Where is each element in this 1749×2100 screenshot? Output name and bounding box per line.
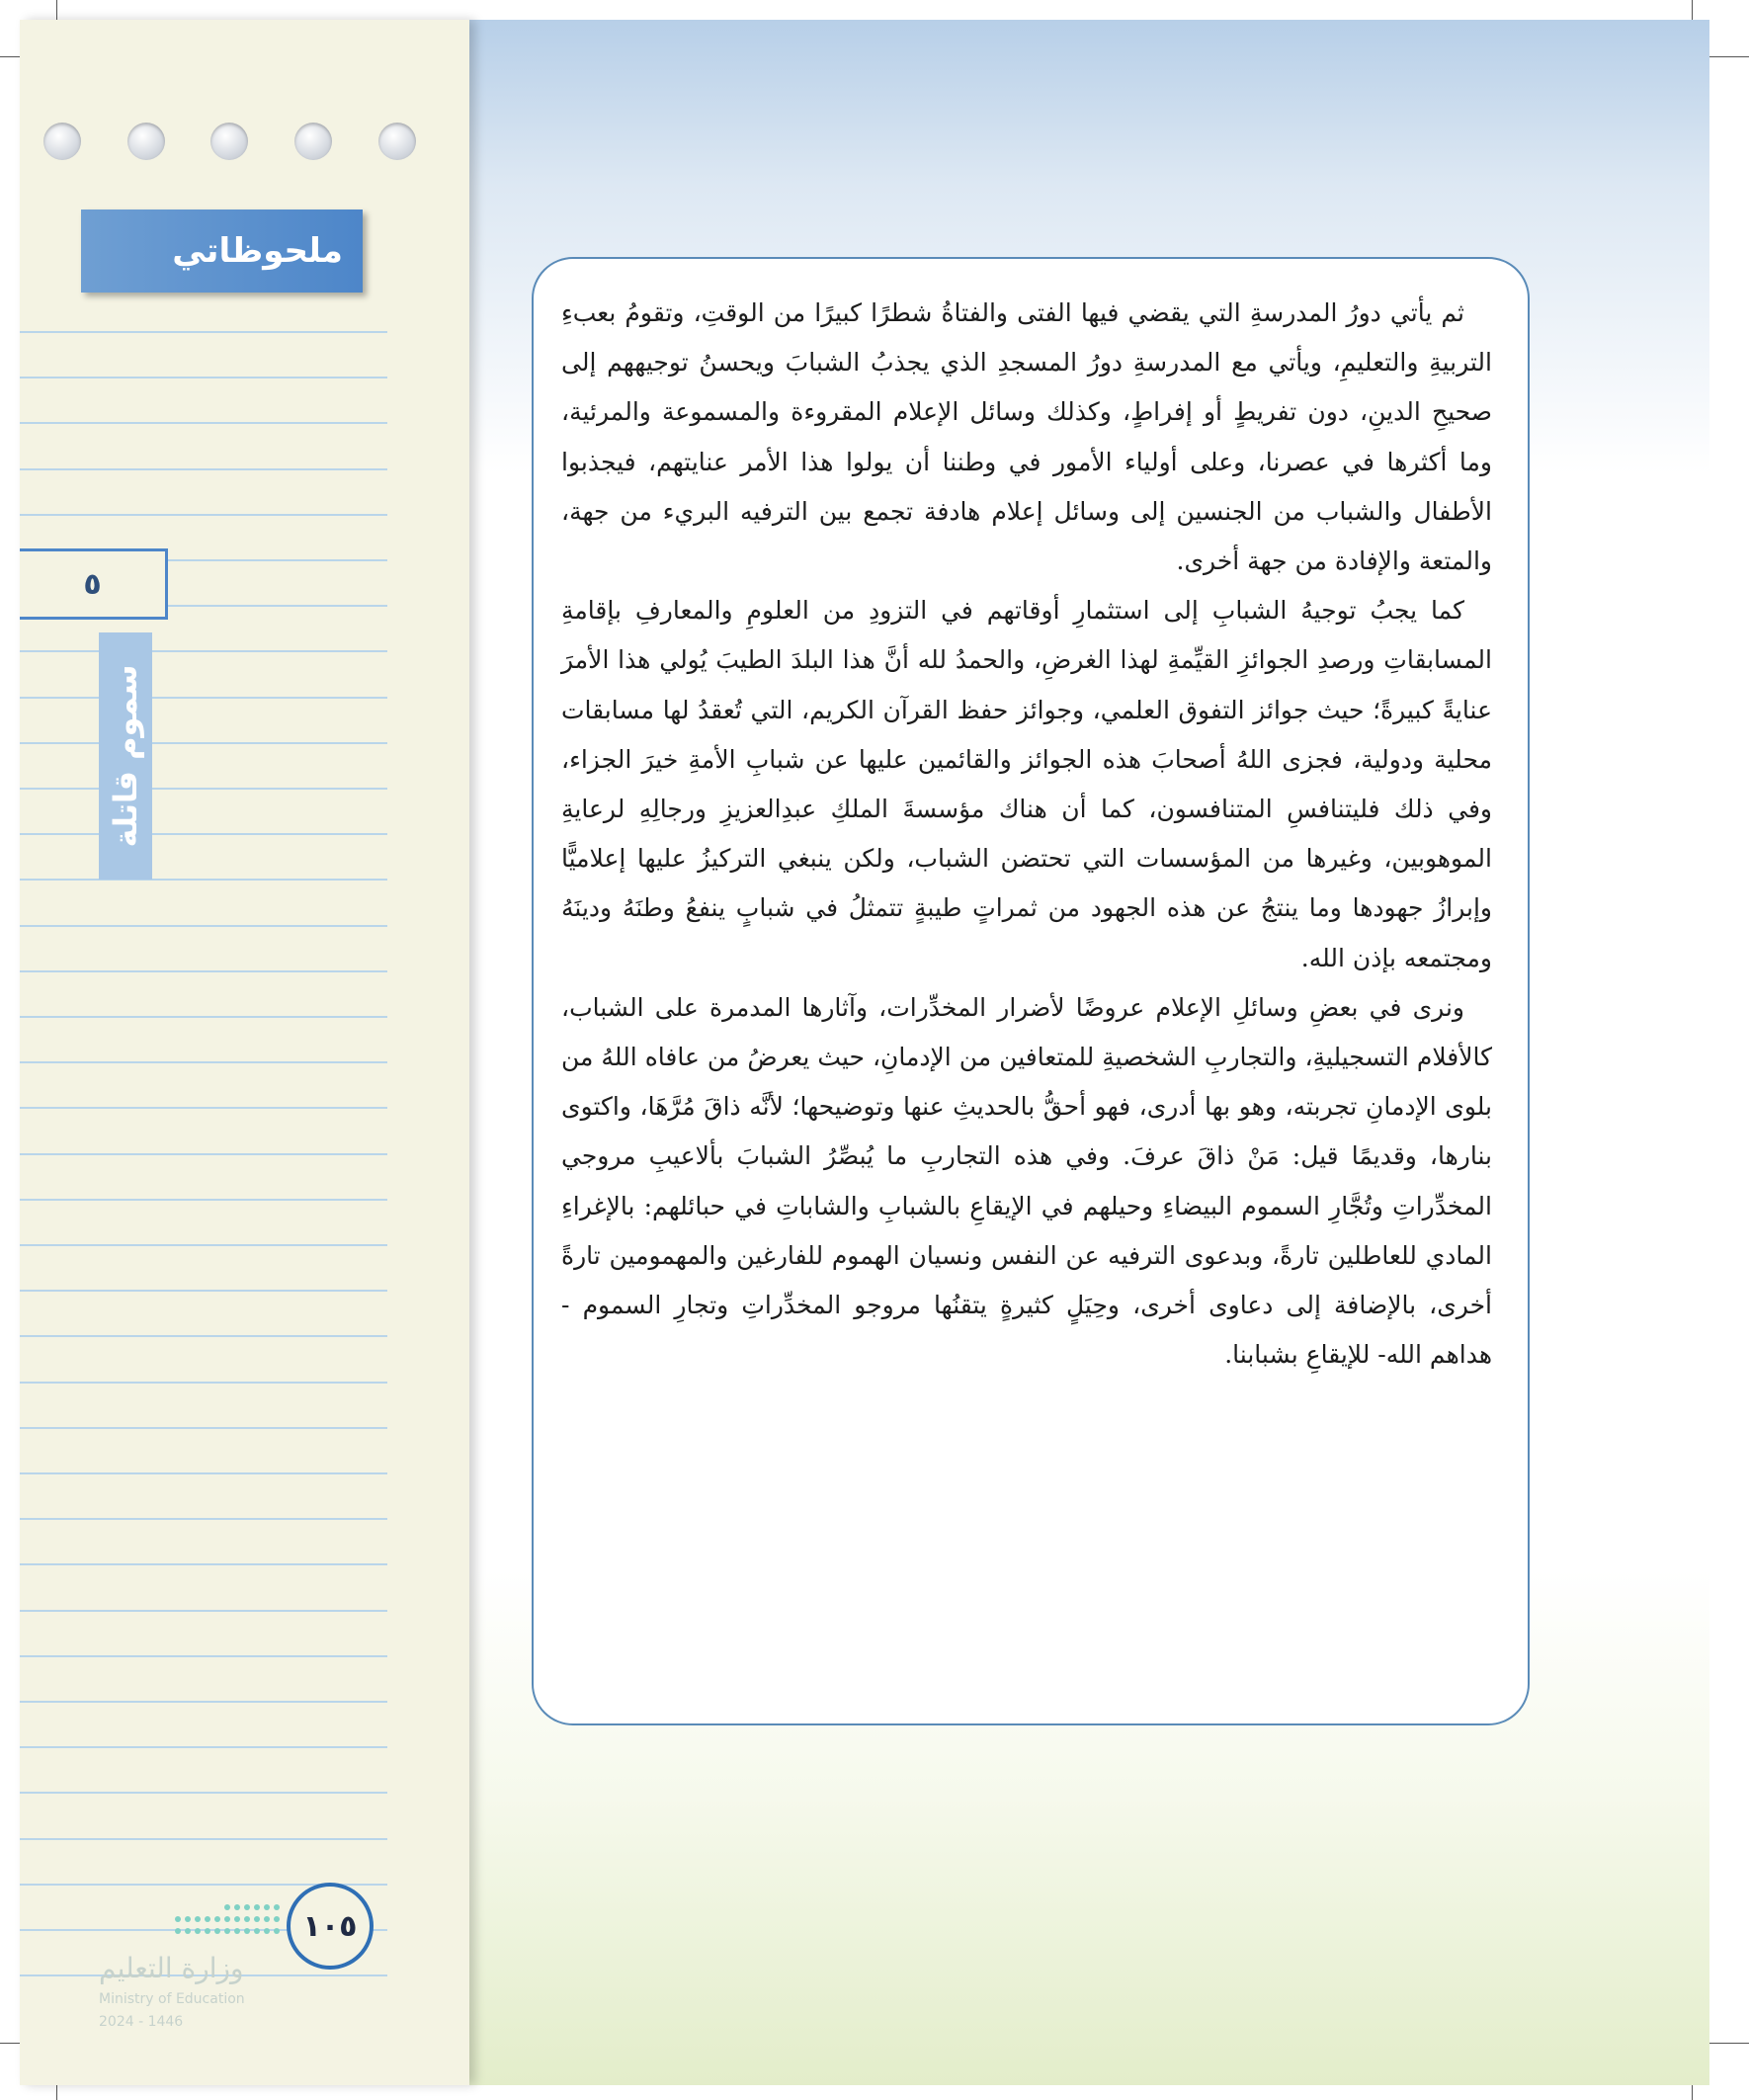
note-line <box>20 1838 387 1840</box>
note-line <box>20 925 387 927</box>
binder-hole <box>127 123 165 160</box>
paragraph-2: كما يجبُ توجيهُ الشبابِ إلى استثمارِ أوقاتهم في التزودِ من العلومِ والمعارفِ بإقامةِ المسابقاتِ ورصدِ الجوائزِ القيِّمةِ لهذا الغرضِ، والحمدُ لله أنَّ هذا البلدَ الطيبَ يُولي هذا الأمرَ عنايةً كبيرةً؛ حيث جوائز التفوق العلمي، وجوائز حفظ القرآن الكريم، التي تُعقدُ لها مسابقات محلية ودولية، فجزى اللهُ أصحابَ هذه الجوائز والقائمين عليها عن شبابِ الأمةِ خيرَ الجزاء، وفي ذلك فليتنافسِ المتنافسون، كما أن هناك مؤسسةَ الملكِ عبدِالعزيزِ ورجالِهِ لرعايةِ الموهوبين، وغيرها من المؤسسات التي تحتضن الشباب، ولكن ينبغي التركيزُ عليها إعلاميًّا وإبرازُ جهودها وما ينتجُ عن هذه الجهود من ثمراتٍ طيبةٍ تتمثلُ في شبابٍ ينفعُ وطنَهُ ودينَهُ ومجتمعه بإذن الله. <box>561 596 1492 972</box>
binder-hole <box>378 123 416 160</box>
note-line <box>20 697 387 699</box>
note-line <box>20 1199 387 1201</box>
note-line <box>20 879 387 881</box>
unit-title: سموم قاتلة <box>107 664 144 848</box>
unit-number: ٥ <box>83 566 102 602</box>
note-line <box>20 742 387 744</box>
note-line <box>20 1792 387 1794</box>
note-line <box>20 1746 387 1748</box>
unit-number-box <box>20 548 168 620</box>
content-box <box>532 257 1530 1725</box>
notes-label: ملحوظاتي <box>172 231 343 271</box>
binder-hole <box>43 123 81 160</box>
unit-title-tab <box>99 632 152 880</box>
note-line <box>20 1563 387 1565</box>
note-line <box>20 1244 387 1246</box>
note-line <box>20 331 387 333</box>
binder-hole <box>294 123 332 160</box>
note-line <box>20 1016 387 1018</box>
ministry-name-ar: وزارة التعليم <box>99 1952 244 1984</box>
note-line <box>20 1335 387 1337</box>
paragraph-1: ثم يأتي دورُ المدرسةِ التي يقضي فيها الفتى والفتاةُ شطرًا كبيرًا من الوقتِ، وتقومُ بعبءِ التربيةِ والتعليمِ، ويأتي مع المدرسةِ دورُ المسجدِ الذي يجذبُ الشبابَ ويحسنُ توجيههم إلى صحيحِ الدينِ، دون تفريطٍ أو إفراطٍ، وكذلك وسائل الإعلام المقروءة والمسموعة والمرئية، وما أكثرها في عصرنا، وعلى أولياء الأمور في وطننا أن يولوا هذا الأمر عنايتهم، فيجذبوا الأطفال والشباب من الجنسين إلى وسائل إعلام هادفة تجمع بين الترفيه البريء من جهة، والمتعة والإفادة من جهة أخرى. <box>561 298 1492 576</box>
note-line <box>20 833 387 835</box>
note-line <box>20 788 387 790</box>
note-line <box>20 1518 387 1520</box>
binder-hole <box>210 123 248 160</box>
note-line <box>20 468 387 470</box>
note-line <box>20 1290 387 1292</box>
page-number: ١٠٥ <box>287 1883 374 1970</box>
note-line <box>20 1655 387 1657</box>
note-line <box>20 377 387 378</box>
note-line <box>20 1701 387 1703</box>
note-line <box>20 422 387 424</box>
note-line <box>20 1472 387 1474</box>
note-line <box>20 970 387 972</box>
note-line <box>20 650 387 652</box>
ministry-name-en: Ministry of Education <box>99 1991 245 2007</box>
crop-mark <box>1707 2043 1749 2044</box>
note-line <box>20 1061 387 1063</box>
crop-mark <box>1707 56 1749 57</box>
note-line <box>20 1427 387 1429</box>
ministry-logo-dots <box>168 1897 285 1947</box>
notes-tab <box>81 210 363 293</box>
note-line <box>20 1107 387 1109</box>
edition-year: 2024 - 1446 <box>99 2014 184 2030</box>
note-line <box>20 1153 387 1155</box>
notes-sidebar <box>20 20 469 2085</box>
note-line <box>20 1610 387 1612</box>
note-line <box>20 514 387 516</box>
note-line <box>20 1382 387 1384</box>
paragraph-3: ونرى في بعضِ وسائلِ الإعلام عروضًا لأضرار المخدِّرات، وآثارها المدمرة على الشباب، كالأفلام التسجيليةِ، والتجاربِ الشخصيةِ للمتعافين من الإدمانِ، حيث يعرضُ من عافاه اللهُ من بلوى الإدمانِ تجربته، وهو بها أدرى، فهو أحقُّ بالحديثِ عنها وتوضيحها؛ لأنَّه ذاقَ مُرَّهَا، واكتوى بنارها، وقديمًا قيل: مَنْ ذاقَ عرفَ. وفي هذه التجاربِ ما يُبصِّرُ الشبابَ بألاعيبِ مروجي المخدِّراتِ وتُجَّارِ السموم البيضاءِ وحيلهم في الإيقاعِ بالشبابِ والشاباتِ في حبائلهم: بالإغراءِ المادي للعاطلين تارةً، وبدعوى الترفيه عن النفس ونسيان الهموم للفارغين والمهمومين تارةً أخرى، بالإضافة إلى دعاوى أخرى، وحِيَلٍ كثيرةٍ يتقنُها مروجو المخدِّراتِ وتجارِ السموم - هداهم الله- للإيقاعِ بشبابنا. <box>561 992 1492 1370</box>
